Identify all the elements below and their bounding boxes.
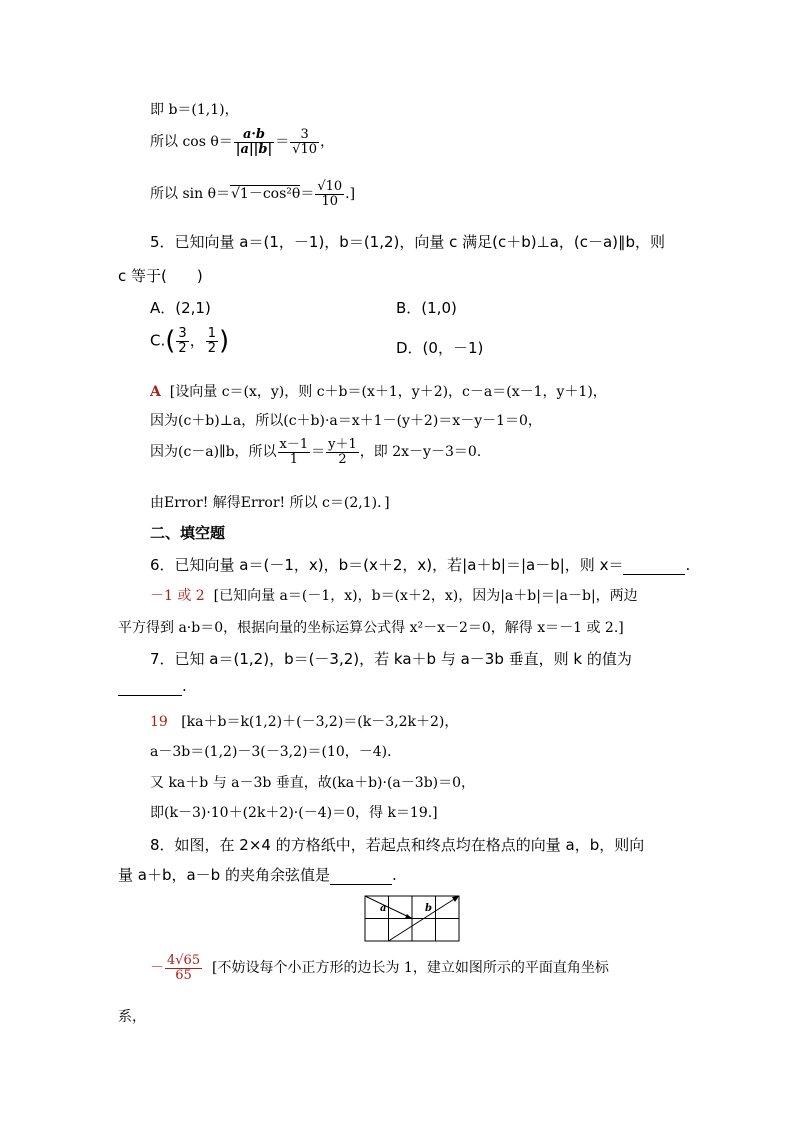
solution-7-line-3: 又 ka＋b 与 a－3b 垂直，故(ka＋b)·(a－3b)＝0， <box>150 775 476 791</box>
vector-a-arrowhead <box>405 914 412 919</box>
solution-6-line-2: 平方得到 a·b＝0，根据向量的坐标运算公式得 x²－x－2＝0，解得 x＝－1 或 2.] <box>118 620 624 636</box>
vector-b-arrowhead <box>452 896 459 902</box>
answer-blank <box>330 866 392 885</box>
fraction: $\frac{1}{2}$ <box>207 325 216 356</box>
option-d: D．(0，－1) <box>396 339 484 357</box>
question-6-stem: 6．已知向量 a＝(－1，x)，b＝(x＋2，x)，若|a＋b|＝|a－b|，则 x＝ . <box>150 556 691 574</box>
solution-5-line-4: 由Error! 解得Error! 所以 c＝(2,1)．] <box>150 495 390 511</box>
option-b: B．(1,0) <box>396 299 457 317</box>
option-c: C.( $\frac{3}{2}$ ， $\frac{1}{2}$ ) <box>150 325 230 356</box>
fraction: $\frac{3}{2}$ <box>178 325 187 356</box>
solution-5-line-2: 因为(c＋b)⊥a，所以(c＋b)·a＝x＋1－(y＋2)＝x－y－1＝0， <box>150 413 542 429</box>
solution-5-line-3: 因为(c－a)∥b，所以 $\frac{x-1}{1}$ ＝ $\frac{y+1}{2}$ ，即 2x－y－3＝0. <box>150 437 482 467</box>
solution-8-line-1: － $\frac{4√65}{65}$ [不妨设每个小正方形的边长为 1，建立如图所示的平面直角坐标 <box>150 953 609 983</box>
solution-line-cos: 所以 cos θ＝ $\frac{a\cdot b}{|a||b|}$ ＝ $\frac{3}{√10}$ ， <box>150 127 335 157</box>
question-8-stem: 8．如图，在 2×4 的方格纸中，若起点和终点均在格点的向量 a，b，则向 <box>150 836 645 854</box>
fraction: $\frac{x-1}{1}$ <box>279 437 309 467</box>
fraction: $\frac{y+1}{2}$ <box>328 437 357 467</box>
solution-8-line-2: 系， <box>118 1009 146 1025</box>
fraction: $\frac{a\cdot b}{|a||b|}$ <box>235 127 273 157</box>
section-heading: 二、填空题 <box>150 524 226 542</box>
vector-a-label: a <box>380 903 387 914</box>
question-8-stem-cont: 量 a＋b，a－b 的夹角余弦值是 . <box>118 866 397 884</box>
question-5-stem-cont: c 等于( ) <box>118 267 203 285</box>
fraction: $\frac{√10}{10}$ <box>317 179 343 209</box>
answer-label: A <box>150 384 161 400</box>
solution-6-line-1: －1 或 2 [已知向量 a＝(－1，x)，b＝(x＋2，x)，因为|a＋b|＝|a－b|，两边 <box>150 588 638 604</box>
answer-label: －1 或 2 <box>150 588 205 604</box>
answer-blank <box>623 556 685 575</box>
answer-blank <box>118 677 182 696</box>
question-7-blank-line: . <box>118 677 187 696</box>
solution-7-line-2: a－3b＝(1,2)－3(－3,2)＝(10，－4)． <box>150 744 402 760</box>
solution-7-line-1: 19 [ka＋b＝k(1,2)＋(－3,2)＝(k－3,2k＋2)， <box>150 714 459 730</box>
fraction: $\frac{3}{√10}$ <box>292 127 318 157</box>
fraction-answer: $\frac{4√65}{65}$ <box>167 953 201 983</box>
question-7-stem: 7．已知 a＝(1,2)，b＝(－3,2)，若 ka＋b 与 a－3b 垂直，则 k 的值为 <box>150 650 632 668</box>
solution-line-sin: 所以 sin θ＝√1－cos²θ＝ $\frac{√10}{10}$ .] <box>150 179 356 209</box>
answer-label: 19 <box>150 714 168 730</box>
question-5-stem: 5．已知向量 a＝(1，－1)，b＝(1,2)，向量 c 满足(c＋b)⊥a，(c－a)∥b，则 <box>150 233 666 251</box>
vector-b-label: b <box>425 903 432 914</box>
solution-line: 即 b＝(1,1)， <box>150 102 239 118</box>
solution-5-line-1: A [设向量 c＝(x，y)，则 c＋b＝(x＋1，y＋2)，c－a＝(x－1，y＋1)， <box>150 384 607 400</box>
option-a: A．(2,1) <box>150 299 211 317</box>
solution-7-line-4: 即(k－3)·10＋(2k＋2)·(－4)＝0，得 k＝19.] <box>150 805 438 821</box>
grid-figure <box>364 895 461 943</box>
